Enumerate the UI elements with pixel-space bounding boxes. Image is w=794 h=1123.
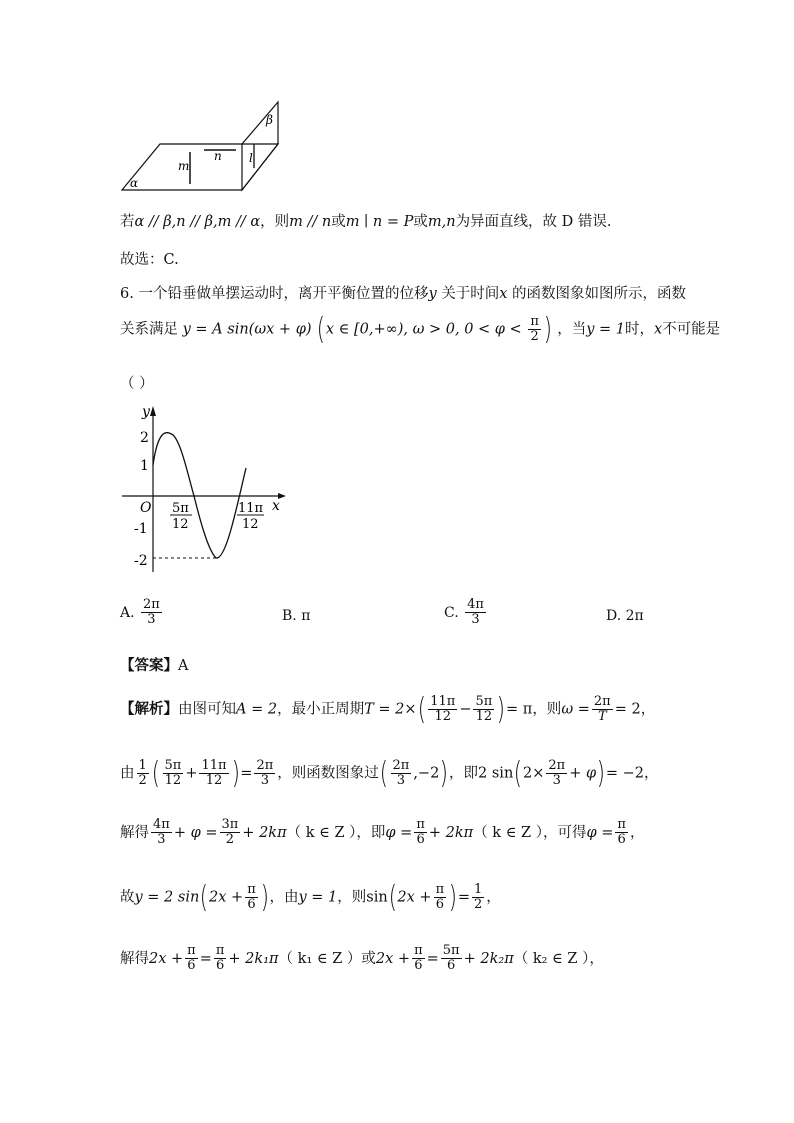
math: = 2 bbox=[614, 701, 641, 718]
fraction bbox=[414, 818, 427, 848]
text: 不可能是 bbox=[662, 321, 721, 338]
fraction bbox=[137, 759, 149, 789]
text: ，即 bbox=[356, 824, 386, 841]
x-axis-label: x bbox=[272, 498, 280, 514]
y-axis-label: y bbox=[142, 404, 150, 420]
math: x bbox=[654, 321, 663, 338]
sine-graph bbox=[118, 400, 298, 575]
y-arrow bbox=[150, 406, 156, 416]
choice-a bbox=[120, 598, 164, 628]
den: 12 bbox=[205, 773, 223, 788]
paren: ( bbox=[417, 692, 426, 727]
tick-x-5pi-num: 5π bbox=[172, 501, 189, 516]
op: = bbox=[457, 889, 470, 906]
paren: ) bbox=[260, 880, 269, 915]
math: ω = bbox=[561, 701, 590, 718]
num: 1 bbox=[138, 757, 147, 773]
num: π bbox=[530, 313, 539, 329]
tick-x-11pi-num: 11π bbox=[238, 501, 264, 516]
den: 12 bbox=[164, 773, 182, 788]
num: 3π bbox=[221, 817, 239, 832]
choice-label: C. bbox=[444, 604, 459, 621]
solution-line-5 bbox=[120, 944, 604, 974]
text: 故 bbox=[120, 889, 135, 906]
paren: ) bbox=[440, 756, 449, 791]
num: 2π bbox=[548, 757, 566, 773]
fraction bbox=[615, 818, 628, 848]
answer-choice-line: 故选：C. bbox=[120, 252, 179, 268]
text: ，则 bbox=[337, 889, 367, 906]
label-alpha: α bbox=[130, 176, 139, 190]
answer-value: A bbox=[178, 658, 189, 674]
text: 由图可知 bbox=[178, 701, 236, 718]
text: 或 bbox=[413, 214, 428, 230]
solution-line-1 bbox=[120, 692, 655, 727]
text: 或 bbox=[331, 214, 346, 230]
num: 11π bbox=[201, 757, 227, 773]
text: 为异面直线，故 D 错误. bbox=[455, 214, 612, 230]
math: y = 2 sin bbox=[134, 889, 200, 906]
tick-x-11pi-den: 12 bbox=[242, 517, 259, 532]
paren: ( bbox=[316, 312, 326, 347]
math: + φ bbox=[569, 765, 597, 782]
math: m // n bbox=[289, 214, 332, 230]
fraction bbox=[472, 883, 484, 913]
paren: ) bbox=[596, 756, 606, 791]
num: 2π bbox=[256, 757, 274, 773]
text: ，最小正周期 bbox=[277, 701, 365, 718]
text: 6. 一个铅垂做单摆运动时，离开平衡位置的位移 bbox=[120, 286, 429, 302]
fraction bbox=[473, 695, 494, 725]
fraction bbox=[141, 598, 162, 628]
text: 的函数图象如图所示，函数 bbox=[507, 286, 687, 302]
tick-y-minus2: -2 bbox=[134, 553, 148, 569]
text: 关于时间 bbox=[436, 286, 500, 302]
math: + φ = bbox=[173, 824, 218, 841]
math: + 2k₁π bbox=[228, 950, 279, 967]
num: 4π bbox=[467, 597, 484, 612]
op: = bbox=[199, 950, 212, 967]
sine-curve bbox=[153, 433, 246, 558]
math: y = 1 bbox=[298, 889, 338, 906]
text: ， bbox=[589, 950, 604, 967]
paren: ( bbox=[200, 880, 209, 915]
fraction bbox=[199, 759, 228, 789]
math: m ∣ n = P bbox=[345, 214, 414, 230]
num: π bbox=[414, 943, 423, 958]
fraction bbox=[592, 695, 613, 725]
math: 2× bbox=[523, 765, 545, 782]
num: 11π bbox=[430, 693, 456, 709]
num: 5π bbox=[475, 693, 493, 709]
den: 3 bbox=[157, 832, 166, 848]
fraction bbox=[220, 818, 241, 848]
choice-label: B. bbox=[282, 608, 297, 624]
fraction bbox=[412, 944, 425, 974]
paren: ) bbox=[231, 756, 240, 791]
text: 由 bbox=[120, 765, 135, 782]
math: φ = bbox=[385, 824, 413, 841]
math: y = A sin(ωx + φ) bbox=[182, 321, 312, 338]
den: 2 bbox=[225, 832, 235, 848]
text: 关系满足 bbox=[120, 321, 178, 338]
math: sin bbox=[366, 889, 388, 906]
fraction bbox=[245, 883, 258, 913]
choice-b bbox=[282, 608, 310, 624]
num: 4π bbox=[153, 817, 170, 832]
num: π bbox=[187, 943, 196, 958]
den: 6 bbox=[247, 897, 256, 912]
tick-y-minus1: -1 bbox=[134, 521, 148, 537]
den: 6 bbox=[447, 958, 456, 974]
num: π bbox=[435, 881, 445, 897]
text: （ k ∈ Z ） bbox=[286, 824, 357, 841]
num: 1 bbox=[474, 881, 483, 897]
text: ，可得 bbox=[542, 824, 587, 841]
choice-d bbox=[606, 608, 644, 624]
den: 2 bbox=[474, 897, 483, 912]
num: π bbox=[247, 881, 256, 897]
question-6-line-2 bbox=[120, 312, 720, 347]
fraction bbox=[185, 944, 198, 974]
choice-label: A. bbox=[120, 604, 135, 621]
choice-label: D. bbox=[606, 608, 622, 624]
fraction bbox=[254, 759, 275, 789]
label-m: m bbox=[178, 159, 190, 173]
num: π bbox=[215, 943, 225, 958]
math: + 2k₂π bbox=[463, 950, 514, 967]
planes-figure bbox=[118, 100, 288, 195]
den: 12 bbox=[475, 709, 493, 724]
den: 6 bbox=[187, 958, 196, 974]
fraction bbox=[434, 883, 447, 913]
tick-x-5pi-den: 12 bbox=[172, 517, 189, 532]
text: ， bbox=[486, 889, 501, 906]
math: + 2kπ bbox=[428, 824, 474, 841]
den: 3 bbox=[260, 773, 269, 788]
text: （ k ∈ Z ） bbox=[473, 824, 543, 841]
num: π bbox=[416, 817, 425, 832]
den: 3 bbox=[471, 612, 480, 628]
math: 2x + bbox=[397, 889, 432, 906]
text: 时， bbox=[625, 321, 654, 338]
math: 2 sin bbox=[478, 765, 514, 782]
math: x ∈ [0,+∞), ω > 0, 0 < φ < bbox=[325, 321, 522, 338]
fraction bbox=[391, 759, 412, 789]
math: 2x + bbox=[149, 950, 184, 967]
math: α // β,n // β,m // α bbox=[134, 214, 261, 230]
text: ， bbox=[629, 824, 645, 841]
answer-line bbox=[120, 654, 188, 675]
math: y bbox=[428, 286, 437, 302]
text: ，则 bbox=[532, 701, 562, 718]
math: y = 1 bbox=[586, 321, 625, 338]
choice-c bbox=[444, 598, 488, 628]
text: ， bbox=[640, 701, 656, 718]
math: A = 2 bbox=[236, 701, 278, 718]
fraction bbox=[528, 315, 541, 345]
tick-y-1: 1 bbox=[140, 458, 149, 474]
conclusion-line bbox=[120, 210, 612, 231]
question-6-line-1 bbox=[120, 282, 686, 303]
paren: ( bbox=[514, 756, 523, 791]
text: ，则函数图象过 bbox=[277, 765, 379, 782]
den: 12 bbox=[434, 709, 452, 724]
answer-label: 【答案】 bbox=[120, 657, 178, 674]
solution-line-2 bbox=[120, 756, 659, 791]
fraction bbox=[465, 598, 486, 628]
paren: ) bbox=[497, 692, 506, 727]
solution-line-3 bbox=[120, 818, 644, 848]
math: = −2 bbox=[605, 765, 644, 782]
fraction bbox=[428, 695, 457, 725]
den: 6 bbox=[416, 832, 425, 848]
math: 2x + bbox=[375, 950, 411, 967]
math: m,n bbox=[427, 214, 456, 230]
text: 或 bbox=[361, 950, 376, 967]
text: ，则 bbox=[260, 214, 290, 230]
den: 3 bbox=[147, 612, 156, 628]
fraction bbox=[214, 944, 227, 974]
den: 3 bbox=[552, 773, 561, 788]
den: 6 bbox=[435, 897, 444, 912]
choice-value: 2π bbox=[625, 608, 644, 624]
math: 2x + bbox=[209, 889, 244, 906]
tick-y-2: 2 bbox=[140, 430, 149, 446]
paren: ) bbox=[448, 880, 458, 915]
text: 解得 bbox=[120, 824, 149, 841]
math: = π bbox=[506, 701, 533, 718]
math: φ = bbox=[586, 824, 614, 841]
text: ，由 bbox=[269, 889, 299, 906]
paren: ) bbox=[543, 312, 552, 347]
label-beta: β bbox=[266, 113, 273, 127]
text: ，即 bbox=[449, 765, 479, 782]
math: ,−2 bbox=[413, 765, 440, 782]
text: （ k₂ ∈ Z ） bbox=[513, 950, 590, 967]
label-l: l bbox=[249, 151, 253, 165]
paren: ( bbox=[388, 880, 397, 915]
op: = bbox=[240, 765, 253, 782]
fraction bbox=[151, 818, 172, 848]
den: T bbox=[597, 709, 607, 724]
math: T = 2× bbox=[364, 701, 417, 718]
num: 5π bbox=[442, 943, 460, 958]
op: + bbox=[185, 765, 198, 782]
den: 6 bbox=[617, 832, 626, 848]
op: = bbox=[426, 950, 439, 967]
choice-value: π bbox=[301, 608, 311, 624]
num: 5π bbox=[164, 757, 182, 773]
fraction bbox=[546, 759, 567, 789]
num: 2π bbox=[143, 597, 160, 612]
origin-label: O bbox=[140, 500, 152, 516]
solution-line-4 bbox=[120, 880, 501, 915]
op: − bbox=[459, 701, 472, 718]
den: 6 bbox=[216, 958, 225, 974]
den: 6 bbox=[414, 958, 423, 974]
fraction bbox=[163, 759, 184, 789]
num: 2π bbox=[392, 757, 410, 773]
paren: ( bbox=[151, 756, 160, 791]
text: ，当 bbox=[557, 321, 587, 338]
text: 若 bbox=[120, 214, 135, 230]
label-n: n bbox=[214, 149, 222, 163]
math: + 2kπ bbox=[242, 824, 287, 841]
den: 2 bbox=[530, 329, 539, 344]
paren: ( bbox=[379, 756, 388, 791]
den: 3 bbox=[396, 773, 406, 788]
solution-label: 【解析】 bbox=[120, 700, 178, 718]
text: （ k₁ ∈ Z ） bbox=[278, 950, 362, 967]
fraction bbox=[441, 944, 462, 974]
math: x bbox=[499, 286, 508, 302]
text: ， bbox=[644, 765, 659, 782]
den: 2 bbox=[138, 773, 147, 788]
num: π bbox=[617, 817, 626, 832]
text: 解得 bbox=[120, 950, 149, 967]
answer-blank: （ ） bbox=[120, 376, 154, 392]
num: 2π bbox=[593, 693, 611, 709]
